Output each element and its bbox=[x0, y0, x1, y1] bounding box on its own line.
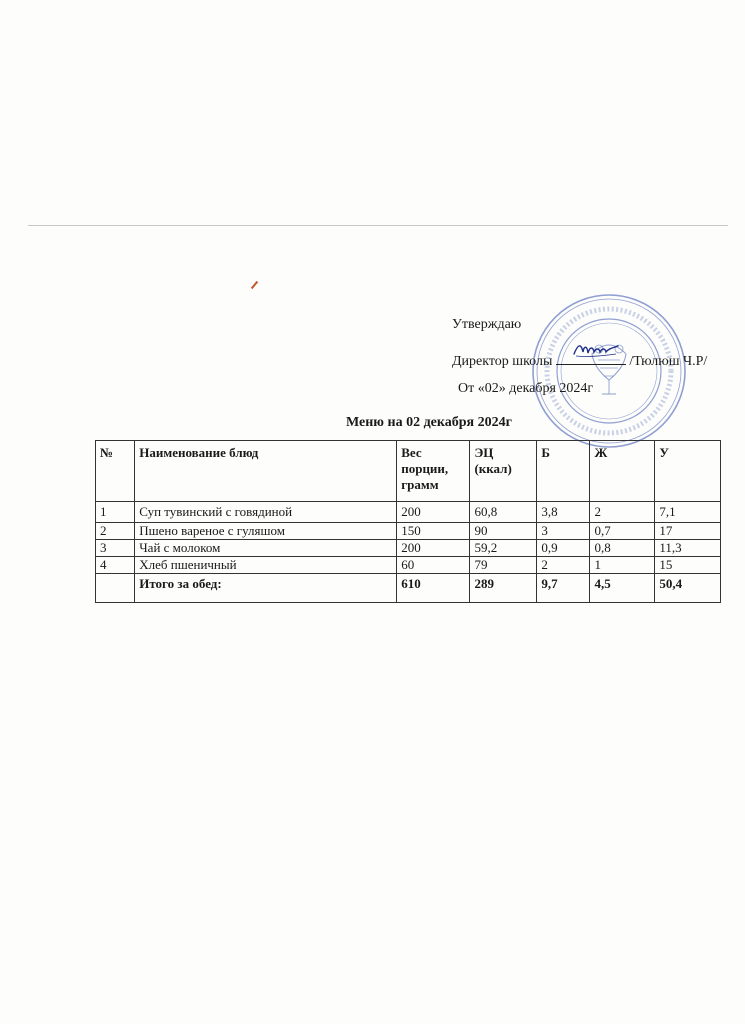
cell-weight: 60 bbox=[397, 557, 470, 574]
cell-weight: 150 bbox=[397, 523, 470, 540]
header-carbs: У bbox=[655, 441, 721, 502]
cell-carbs: 17 bbox=[655, 523, 721, 540]
cell-proteins: 2 bbox=[537, 557, 590, 574]
cell-weight: 200 bbox=[397, 540, 470, 557]
pen-mark bbox=[251, 281, 258, 289]
cell-energy: 59,2 bbox=[470, 540, 537, 557]
cell-energy: 79 bbox=[470, 557, 537, 574]
table-row bbox=[96, 557, 721, 574]
cell-number: 3 bbox=[96, 540, 135, 557]
cell-fats: 0,8 bbox=[590, 540, 655, 557]
cell-proteins: 3 bbox=[537, 523, 590, 540]
table-row bbox=[96, 540, 721, 557]
total-energy: 289 bbox=[470, 574, 537, 603]
director-prefix: Директор школы bbox=[452, 354, 553, 369]
total-label: Итого за обед: bbox=[135, 574, 397, 603]
table-total-row bbox=[96, 574, 721, 603]
cell-energy: 60,8 bbox=[470, 502, 537, 523]
cell-dish-name: Чай с молоком bbox=[135, 540, 397, 557]
header-fats: Ж bbox=[590, 441, 655, 502]
cell-number bbox=[96, 574, 135, 603]
scan-edge-line bbox=[28, 225, 728, 226]
cell-fats: 2 bbox=[590, 502, 655, 523]
cell-weight: 200 bbox=[397, 502, 470, 523]
approval-date: От «02» декабря 2024г bbox=[458, 381, 594, 396]
cell-carbs: 11,3 bbox=[655, 540, 721, 557]
cell-proteins: 3,8 bbox=[537, 502, 590, 523]
cell-carbs: 7,1 bbox=[655, 502, 721, 523]
total-fats: 4,5 bbox=[590, 574, 655, 603]
header-dish-name: Наименование блюд bbox=[135, 441, 397, 502]
official-stamp bbox=[530, 292, 688, 450]
total-carbs: 50,4 bbox=[655, 574, 721, 603]
cell-number: 2 bbox=[96, 523, 135, 540]
header-proteins: Б bbox=[537, 441, 590, 502]
cell-dish-name: Хлеб пшеничный bbox=[135, 557, 397, 574]
total-proteins: 9,7 bbox=[537, 574, 590, 603]
total-weight: 610 bbox=[397, 574, 470, 603]
director-name: /Тюлюш Ч.Р/ bbox=[629, 354, 708, 369]
cell-energy: 90 bbox=[470, 523, 537, 540]
handwritten-signature bbox=[572, 340, 620, 360]
cell-number: 4 bbox=[96, 557, 135, 574]
cell-fats: 1 bbox=[590, 557, 655, 574]
table-row bbox=[96, 523, 721, 540]
header-energy: ЭЦ (ккал) bbox=[470, 441, 537, 502]
cell-dish-name: Пшено вареное с гуляшом bbox=[135, 523, 397, 540]
cell-proteins: 0,9 bbox=[537, 540, 590, 557]
cell-number: 1 bbox=[96, 502, 135, 523]
header-portion-weight: Вес порции, грамм bbox=[397, 441, 470, 502]
cell-fats: 0,7 bbox=[590, 523, 655, 540]
cell-dish-name: Суп тувинский с говядиной bbox=[135, 502, 397, 523]
approve-label: Утверждаю bbox=[452, 317, 522, 332]
table-header-row bbox=[96, 441, 721, 502]
table-row bbox=[96, 502, 721, 523]
menu-title: Меню на 02 декабря 2024г bbox=[346, 415, 512, 430]
menu-table bbox=[95, 440, 721, 603]
header-number: № bbox=[96, 441, 135, 502]
cell-carbs: 15 bbox=[655, 557, 721, 574]
